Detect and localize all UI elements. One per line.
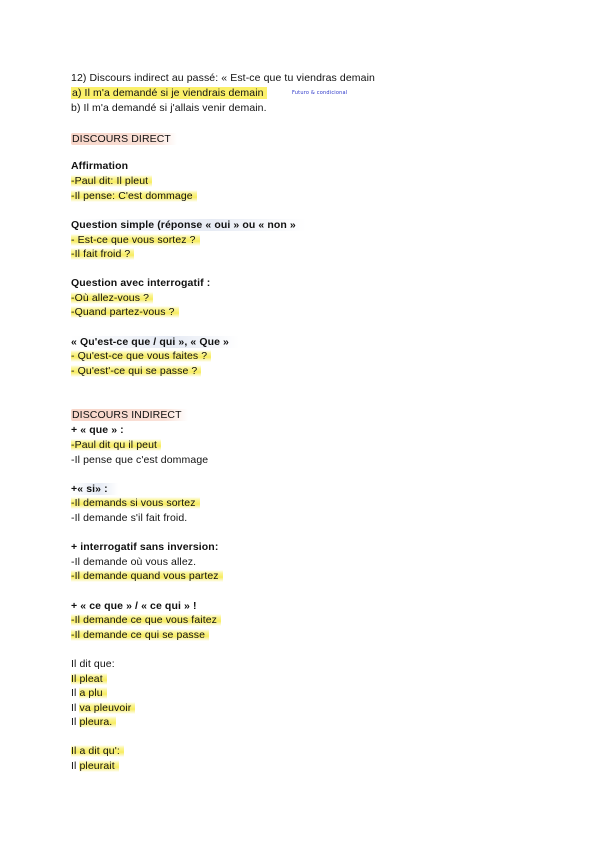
il-dit-line: Il pleat xyxy=(71,673,107,686)
indirect-heading: DISCOURS INDIRECT xyxy=(71,409,188,422)
interrogatif-line: -Il demande où vous allez. xyxy=(71,556,197,568)
question-title: 12) Discours indirect au passé: « Est-ce que tu viendras demain xyxy=(71,72,375,84)
que-title: + « que » : xyxy=(71,424,124,436)
question-simple-line: - Est-ce que vous sortez ? xyxy=(71,234,200,247)
ce-que-line: -Il demande ce qui se passe xyxy=(71,629,209,642)
question-interrogatif-line: -Quand partez-vous ? xyxy=(71,306,179,319)
il-dit-line: Il pleura. xyxy=(71,716,116,729)
handwritten-note: Futuro & condicional xyxy=(292,90,348,96)
affirmation-title: Affirmation xyxy=(71,160,129,172)
si-title: +« si» : xyxy=(71,483,118,496)
ce-que-title: + « ce que » / « ce qui » ! xyxy=(71,600,197,612)
quest-ce-que-line: - Qu'est'-ce qui se passe ? xyxy=(71,365,201,378)
il-dit-line: Il a plu xyxy=(71,687,107,700)
que-line: -Paul dit qu il peut xyxy=(71,439,161,452)
option-a: a) Il m'a demandé si je viendrais demain xyxy=(71,87,267,100)
si-line: -Il demande s'il fait froid. xyxy=(71,512,188,524)
affirmation-line: -Paul dit: Il pleut xyxy=(71,175,152,188)
que-line: -Il pense que c'est dommage xyxy=(71,454,209,466)
question-simple-line: -Il fait froid ? xyxy=(71,248,134,261)
question-interrogatif-line: -Où allez-vous ? xyxy=(71,292,153,305)
option-b: b) Il m'a demandé si j'allais venir demain. xyxy=(71,102,267,114)
il-a-dit-title: Il a dit qu': xyxy=(71,745,124,758)
interrogatif-line: -Il demande quand vous partez xyxy=(71,570,223,583)
affirmation-line: -Il pense: C'est dommage xyxy=(71,190,197,203)
interrogatif-title: + interrogatif sans inversion: xyxy=(71,541,219,553)
si-line: -Il demands si vous sortez xyxy=(71,497,200,510)
question-simple-title: Question simple (réponse « oui » ou « non » xyxy=(71,219,306,232)
il-a-dit-line: Il pleurait xyxy=(71,760,119,773)
question-interrogatif-title: Question avec interrogatif : xyxy=(71,277,211,289)
il-dit-title: Il dit que: xyxy=(71,658,115,670)
ce-que-line: -Il demande ce que vous faitez xyxy=(71,614,221,627)
quest-ce-que-title: « Qu'est-ce que / qui », « Que » xyxy=(71,336,239,349)
quest-ce-que-line: - Qu'est-ce que vous faites ? xyxy=(71,350,211,363)
direct-heading: DISCOURS DIRECT xyxy=(71,133,177,146)
il-dit-line: Il va pleuvoir xyxy=(71,702,135,715)
